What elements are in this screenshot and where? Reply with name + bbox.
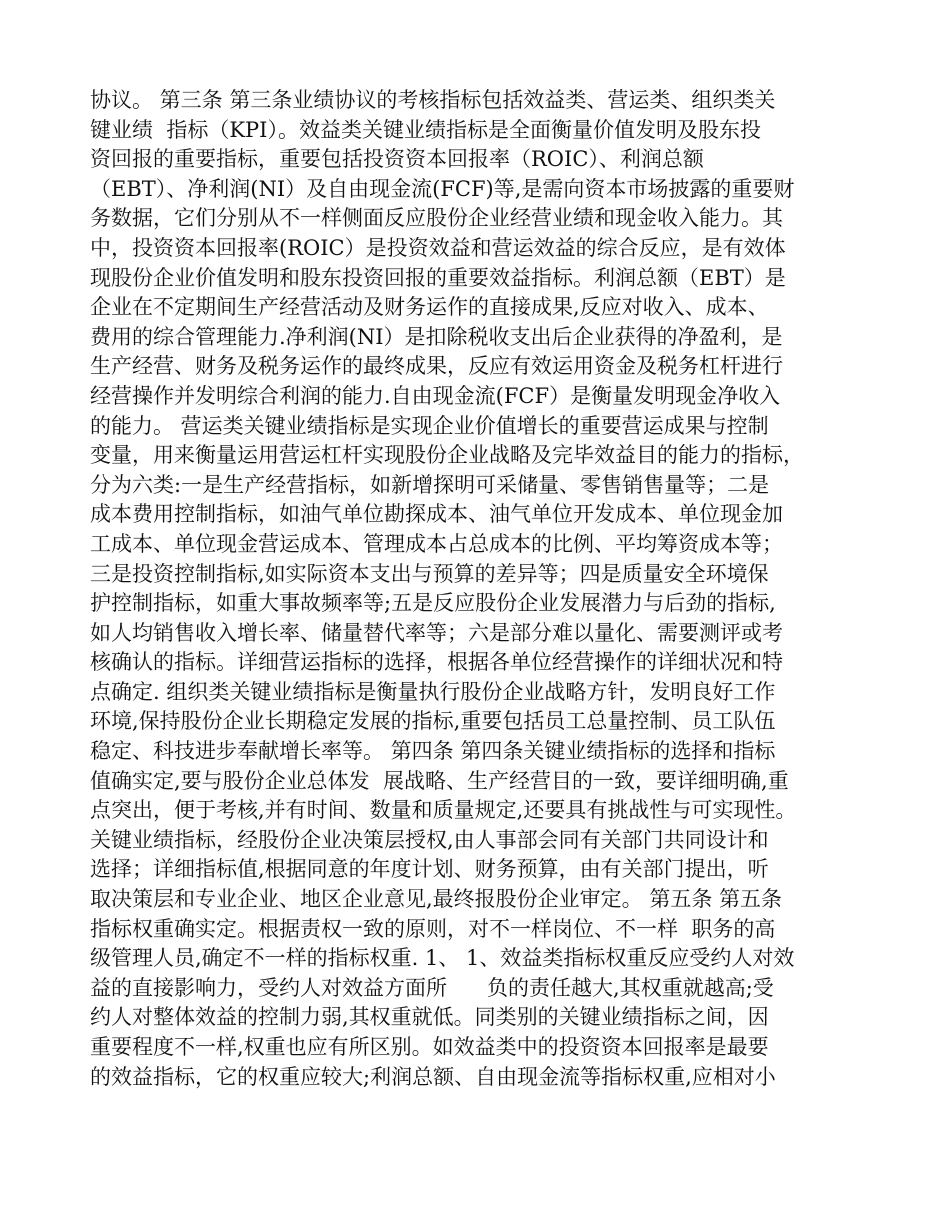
text-line: 护控制指标，如重大事故频率等;五是反应股份企业发展潜力与后劲的指标, xyxy=(90,591,776,616)
text-line: 资回报的重要指标，重要包括投资资本回报率（ROIC）、利润总额 xyxy=(90,147,704,172)
text-line: 成本费用控制指标，如油气单位勘探成本、油气单位开发成本、单位现金加 xyxy=(90,502,783,527)
text-line: 企业在不定期间生产经营活动及财务运作的直接成果,反应对收入、成本、 xyxy=(90,295,769,320)
text-line: 点突出，便于考核,并有时间、数量和质量规定,还要具有挑战性与可实现性。 xyxy=(90,798,797,823)
text-line: 关键业绩指标，经股份企业决策层授权,由人事部会同有关部门共同设计和 xyxy=(90,827,769,852)
text-line: 指标权重确实定。根据责权一致的原则，对不一样岗位、不一样 职务的高 xyxy=(90,916,776,941)
text-line: 协议。 第三条 第三条业绩协议的考核指标包括效益类、营运类、组织类关 xyxy=(90,88,776,112)
text-line: 经营操作并发明综合利润的能力.自由现金流(FCF）是衡量发明现金净收入 xyxy=(90,383,781,408)
text-line: 变量，用来衡量运用营运杠杆实现股份企业战略及完毕效益目的能力的指标， xyxy=(90,443,804,468)
text-line: 值确实定,要与股份企业总体发 展战略、生产经营目的一致，要详细明确,重 xyxy=(90,768,789,793)
text-line: 的效益指标，它的权重应较大;利润总额、自由现金流等指标权重,应相对小 xyxy=(90,1064,776,1089)
text-line: 生产经营、财务及税务运作的最终成果，反应有效运用资金及税务杠杆进行 xyxy=(90,354,783,379)
text-line: 重要程度不一样,权重也应有所区别。如效益类中的投资资本回报率是最要 xyxy=(90,1035,769,1059)
text-line: 级管理人员,确定不一样的指标权重. 1、 1、效益类指标权重反应受约人对效 xyxy=(90,946,795,971)
text-line: 现股份企业价值发明和股东投资回报的重要效益指标。利润总额（EBT）是 xyxy=(90,265,786,290)
body-text xyxy=(90,86,870,1092)
text-line: 工成本、单位现金营运成本、管理成本占总成本的比例、平均筹资成本等； xyxy=(90,531,783,556)
text-line: （EBT）、净利润(NI）及自由现金流(FCF)等,是需向资本市场披露的重要财 xyxy=(90,176,795,201)
text-line: 选择；详细指标值,根据同意的年度计划、财务预算，由有关部门提出，听 xyxy=(90,857,769,882)
text-line: 分为六类:一是生产经营指标，如新增探明可采储量、零售销售量等；二是 xyxy=(90,472,770,497)
text-line: 如人均销售收入增长率、储量替代率等；六是部分难以量化、需要测评或考 xyxy=(90,620,783,645)
text-line: 益的直接影响力，受约人对效益方面所 负的责任越大,其权重就越高;受 xyxy=(90,975,774,1000)
text-line: 约人对整体效益的控制力弱,其权重就低。同类别的关键业绩指标之间，因 xyxy=(90,1005,769,1030)
text-line: 三是投资控制指标,如实际资本支出与预算的差异等；四是质量安全环境保 xyxy=(90,561,769,586)
text-line: 务数据，它们分别从不一样侧面反应股份企业经营业绩和现金收入能力。其 xyxy=(90,206,783,231)
text-line: 费用的综合管理能力.净利润(NI）是扣除税收支出后企业获得的净盈利，是 xyxy=(90,324,783,349)
text-line: 环境,保持股份企业长期稳定发展的指标,重要包括员工总量控制、员工队伍 xyxy=(90,709,776,734)
text-line: 点确定. 组织类关键业绩指标是衡量执行股份企业战略方针，发明良好工作 xyxy=(90,679,776,704)
text-line: 的能力。 营运类关键业绩指标是实现企业价值增长的重要营运成果与控制 xyxy=(90,413,769,438)
text-line: 键业绩 指标（KPI）。效益类关键业绩指标是全面衡量价值发明及股东投 xyxy=(90,117,761,142)
text-line: 稳定、科技进步奉献增长率等。 第四条 第四条关键业绩指标的选择和指标 xyxy=(90,739,776,764)
text-line: 中，投资资本回报率(ROIC）是投资效益和营运效益的综合反应，是有效体 xyxy=(90,235,786,260)
text-line: 取决策层和专业企业、地区企业意见,最终报股份企业审定。 第五条 第五条 xyxy=(90,887,783,912)
text-line: 核确认的指标。详细营运指标的选择，根据各单位经营操作的详细状况和特 xyxy=(90,650,783,675)
